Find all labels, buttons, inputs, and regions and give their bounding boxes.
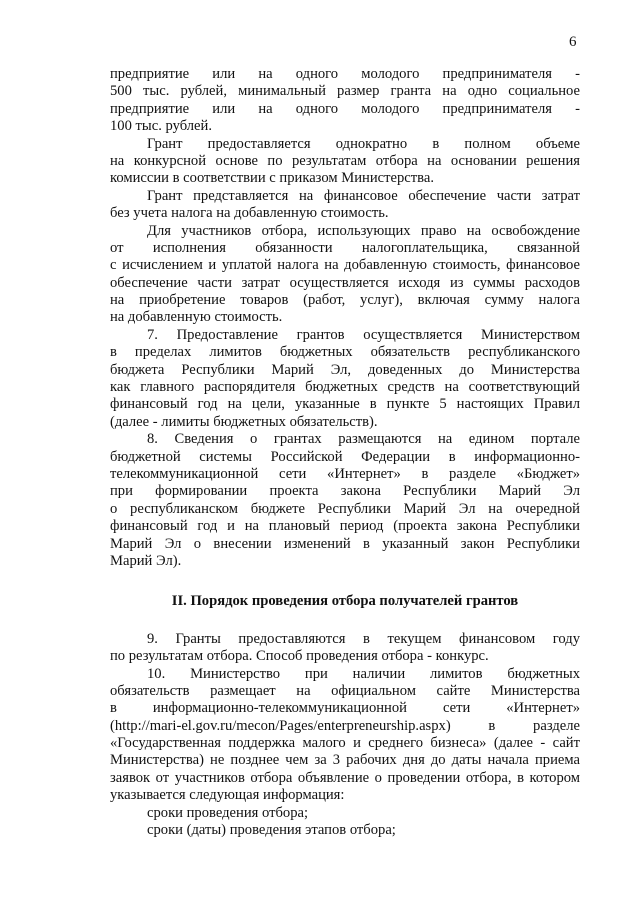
text-line: 9. Гранты предоставляются в текущем финансовом году	[147, 630, 580, 647]
text-line: в пределах лимитов бюджетных обязательств республиканского	[110, 344, 580, 361]
text-line: комиссии в соответствии с приказом Министерства.	[110, 170, 434, 187]
text-line: сроки проведения отбора;	[147, 804, 309, 821]
text-line: (далее - лимиты бюджетных обязательств).	[110, 413, 378, 430]
paragraphs-before-heading	[110, 66, 580, 570]
spacer	[110, 611, 580, 631]
text-line: от исполнения обязанности налогоплательщика, связанной	[110, 239, 580, 256]
page-number: 6	[569, 34, 577, 50]
paragraphs-after-heading	[110, 631, 580, 840]
text-line: бюджета Республики Марий Эл, доведенных до Министерства	[110, 361, 580, 378]
text-line: без учета налога на добавленную стоимость.	[110, 205, 389, 222]
text-line: обеспечение части затрат осуществляется исходя из суммы расходов	[110, 274, 580, 291]
text-line: на добавленную стоимость.	[110, 309, 283, 326]
text-line: о республиканском бюджете Республики Марий Эл на очередной	[110, 500, 580, 517]
text-line: как главного распорядителя бюджетных средств на соответствующий	[110, 379, 580, 396]
text-line: сроки (даты) проведения этапов отбора;	[147, 822, 396, 839]
text-line: финансовый год и на плановый период (проекта закона Республики	[110, 518, 580, 535]
spacer	[110, 570, 580, 593]
text-line: на конкурсной основе по результатам отбора на основании решения	[110, 152, 580, 169]
text-line: с исчислением и уплатой налога на добавленную стоимость, финансовое	[110, 257, 580, 274]
text-line: финансовый год на цели, указанные в пункте 5 настоящих Правил	[110, 396, 580, 413]
text-line: Министерства) не позднее чем за 3 рабочих дня до даты начала приема	[110, 752, 580, 769]
text-line: при формировании проекта закона Республики Марий Эл	[110, 483, 580, 500]
text-line: на приобретение товаров (работ, услуг), включая сумму налога	[110, 292, 580, 309]
text-line: «Государственная поддержка малого и среднего бизнеса» (далее - сайт	[110, 735, 580, 752]
section-heading: II. Порядок проведения отбора получателей грантов	[171, 593, 519, 610]
document-body	[110, 66, 580, 839]
text-line: Грант предоставляется однократно в полном объеме	[147, 135, 580, 152]
text-line: Грант представляется на финансовое обеспечение части затрат	[147, 187, 580, 204]
text-line: указывается следующая информация:	[110, 787, 345, 804]
text-line: заявок от участников отбора объявление о проведении отбора, в котором	[110, 769, 580, 786]
text-line: Марий Эл о внесении изменений в указанный закон Республики	[110, 535, 580, 552]
text-line: (http://mari-el.gov.ru/mecon/Pages/enterpreneurship.aspx) в разделе	[110, 717, 580, 734]
text-line: 7. Предоставление грантов осуществляется Министерством	[147, 326, 580, 343]
text-line: 100 тыс. рублей.	[110, 118, 212, 135]
text-line: предприятие или на одного молодого предпринимателя -	[110, 66, 580, 82]
text-line: обязательств размещает на официальном сайте Министерства	[110, 682, 580, 699]
text-line: 8. Сведения о грантах размещаются на едином портале	[147, 431, 580, 448]
text-line: Марий Эл).	[110, 552, 182, 569]
text-line: в информационно-телекоммуникационной сети «Интернет»	[110, 700, 580, 717]
text-line: телекоммуникационной сети «Интернет» в разделе «Бюджет»	[110, 465, 580, 482]
text-line: бюджетной системы Российской Федерации в информационно-	[110, 448, 580, 465]
text-line: по результатам отбора. Способ проведения отбора - конкурс.	[110, 648, 489, 665]
text-line: предприятие или на одного молодого предпринимателя -	[110, 100, 580, 117]
text-line: 500 тыс. рублей, минимальный размер гранта на одно социальное	[110, 83, 580, 100]
text-line: 10. Министерство при наличии лимитов бюджетных	[147, 665, 580, 682]
text-line: Для участников отбора, использующих право на освобождение	[147, 222, 580, 239]
